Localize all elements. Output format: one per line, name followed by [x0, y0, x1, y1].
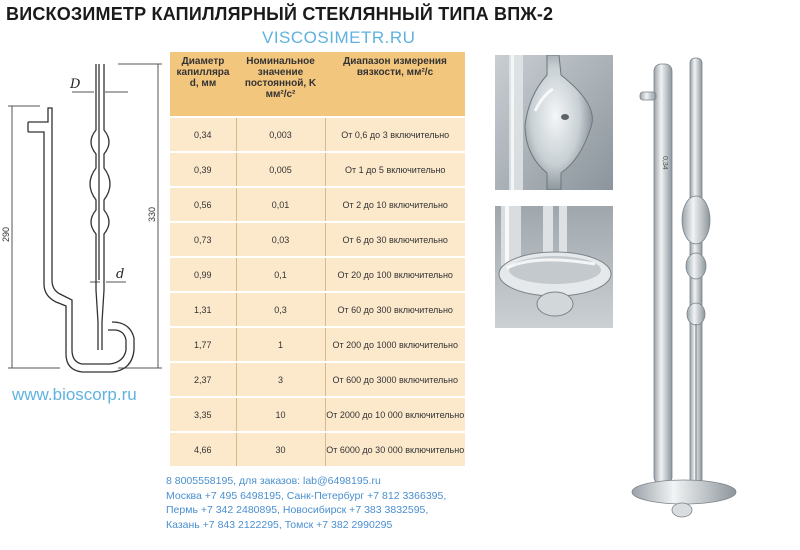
cell-diameter: 0,39: [170, 152, 236, 187]
table-row: [170, 187, 465, 222]
table-row: [170, 117, 465, 152]
tube-marking: 0,34: [661, 156, 668, 170]
col-header-diameter: Диаметр капилляра d, мм: [170, 52, 236, 117]
drawing-label-d: d: [116, 267, 125, 282]
table-row: [170, 222, 465, 257]
bulb-closeup-photo: [495, 55, 613, 190]
viscometer-photo: [620, 52, 750, 532]
cell-constant: 0,01: [236, 187, 325, 222]
cell-constant: 3: [236, 362, 325, 397]
dimension-290: 290: [1, 226, 11, 242]
table-row: [170, 432, 465, 466]
cell-constant: 30: [236, 432, 325, 466]
cell-range: От 2 до 10 включительно: [325, 187, 465, 222]
cell-constant: 0,005: [236, 152, 325, 187]
cell-diameter: 1,31: [170, 292, 236, 327]
cell-diameter: 2,37: [170, 362, 236, 397]
cell-diameter: 4,66: [170, 432, 236, 466]
cell-constant: 1: [236, 327, 325, 362]
cell-range: От 0,6 до 3 включительно: [325, 117, 465, 152]
specification-table: [170, 52, 465, 466]
cell-diameter: 0,99: [170, 257, 236, 292]
site-url-top[interactable]: VISCOSIMETR.RU: [262, 28, 416, 47]
contact-line: Пермь +7 342 2480895, Новосибирск +7 383 3832595,: [166, 504, 429, 517]
cell-constant: 10: [236, 397, 325, 432]
cell-constant: 0,3: [236, 292, 325, 327]
cell-constant: 0,1: [236, 257, 325, 292]
cell-range: От 6 до 30 включительно: [325, 222, 465, 257]
cell-constant: 0,003: [236, 117, 325, 152]
drawing-label-D: D: [70, 77, 81, 92]
dimension-330: 330: [147, 206, 157, 222]
contacts-block: [166, 474, 446, 532]
viscometer-drawing: [0, 50, 170, 375]
contact-line: 8 8005558195, для заказов: lab@6498195.ru: [166, 475, 381, 487]
cell-range: От 60 до 300 включительно: [325, 292, 465, 327]
contact-line: Казань +7 843 2122295, Томск +7 382 2990295: [166, 518, 393, 531]
cell-range: От 6000 до 30 000 включительно: [325, 432, 465, 466]
cell-diameter: 3,35: [170, 397, 236, 432]
table-row: [170, 397, 465, 432]
col-header-constant: Номинальное значение постоянной, K мм²/с²: [236, 52, 325, 117]
cell-range: От 600 до 3000 включительно: [325, 362, 465, 397]
cell-range: От 1 до 5 включительно: [325, 152, 465, 187]
cell-diameter: 1,77: [170, 327, 236, 362]
base-closeup-photo: [495, 206, 613, 328]
cell-range: От 2000 до 10 000 включительно: [325, 397, 465, 432]
table-header-row: [170, 52, 465, 117]
cell-diameter: 0,73: [170, 222, 236, 257]
site-url-bottom[interactable]: www.bioscorp.ru: [12, 385, 137, 404]
cell-diameter: 0,56: [170, 187, 236, 222]
table-row: [170, 292, 465, 327]
table-row: [170, 327, 465, 362]
table-row: [170, 152, 465, 187]
table-row: [170, 257, 465, 292]
cell-diameter: 0,34: [170, 117, 236, 152]
contact-line: Москва +7 495 6498195, Санк-Петербург +7 812 3366395,: [166, 489, 447, 502]
cell-range: От 200 до 1000 включительно: [325, 327, 465, 362]
cell-constant: 0,03: [236, 222, 325, 257]
cell-range: От 20 до 100 включительно: [325, 257, 465, 292]
col-header-range: Диапазон измерения вязкости, мм²/с: [325, 52, 465, 117]
page-title: ВИСКОЗИМЕТР КАПИЛЛЯРНЫЙ СТЕКЛЯННЫЙ ТИПА ВПЖ-2: [6, 4, 554, 24]
table-row: [170, 362, 465, 397]
